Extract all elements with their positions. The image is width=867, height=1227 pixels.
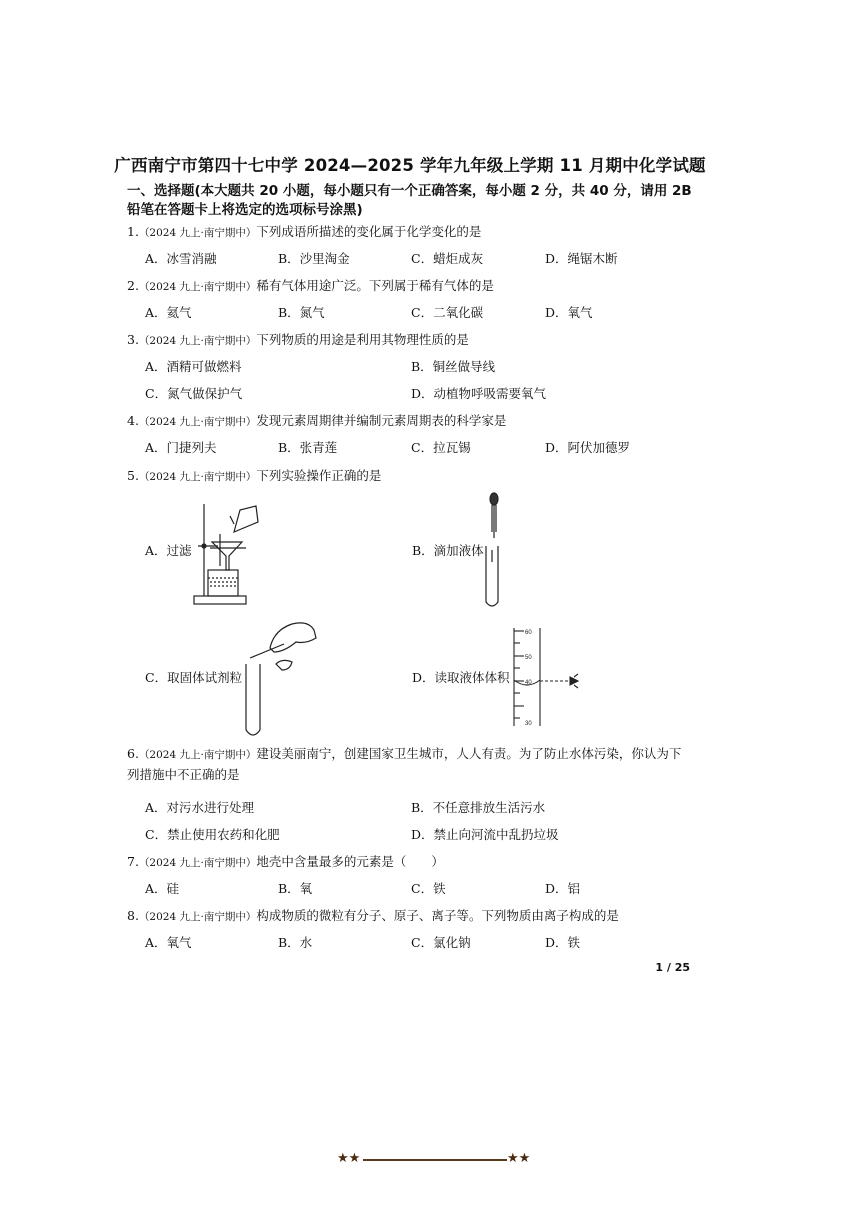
- question-source: （2024 九上·南宁期中）: [138, 857, 257, 869]
- question-number: 1.: [127, 224, 139, 239]
- question-text: 下列实验操作正确的是: [256, 468, 382, 483]
- question-source: （2024 九上·南宁期中）: [138, 749, 257, 761]
- option-d[interactable]: D．阿伏加德罗: [545, 440, 631, 455]
- question-source: （2024 九上·南宁期中）: [138, 227, 257, 239]
- question-number: 6.: [127, 746, 139, 761]
- option-b[interactable]: B．沙里淘金: [278, 251, 350, 266]
- option-c[interactable]: C．禁止使用农药和化肥: [145, 827, 280, 842]
- option-b[interactable]: B．水: [278, 935, 313, 950]
- question-source: （2024 九上·南宁期中）: [138, 416, 257, 428]
- question-6-options-row1: [145, 798, 685, 818]
- option-b[interactable]: B．氧: [278, 881, 313, 896]
- question-5: [127, 466, 692, 487]
- option-d[interactable]: D．读取液体体积: [412, 670, 510, 685]
- option-b[interactable]: B．铜丝做导线: [411, 359, 496, 374]
- option-b[interactable]: B．滴加液体: [412, 543, 484, 558]
- question-number: 8.: [127, 908, 139, 923]
- question-3-options-row1: [145, 357, 685, 377]
- tick-label: 30: [525, 721, 532, 727]
- question-8: [127, 906, 692, 927]
- option-d[interactable]: D．铝: [545, 881, 581, 896]
- option-d[interactable]: D．动植物呼吸需要氧气: [411, 386, 547, 401]
- option-c[interactable]: C．取固体试剂粒: [145, 670, 243, 685]
- dropper-test-tube-figure: [478, 492, 508, 610]
- option-c[interactable]: C．拉瓦锡: [411, 440, 471, 455]
- option-a[interactable]: A．门捷列夫: [145, 440, 217, 455]
- question-text: 地壳中含量最多的元素是（ ）: [256, 854, 444, 869]
- question-6-options-row2: [145, 825, 685, 845]
- question-text: 构成物质的微粒有分子、原子、离子等。下列物质由离子构成的是: [256, 908, 619, 923]
- page-number: 1 / 25: [655, 961, 690, 974]
- question-2-options: [145, 303, 685, 323]
- option-c[interactable]: C．氮气做保护气: [145, 386, 243, 401]
- question-7-options: [145, 879, 685, 899]
- question-number: 7.: [127, 854, 139, 869]
- page-title: 广西南宁市第四十七中学 2024—2025 学年九年级上学期 11 月期中化学试题: [114, 156, 706, 175]
- question-text: 发现元素周期律并编制元素周期表的科学家是: [256, 413, 507, 428]
- question-text: 建设美丽南宁，创建国家卫生城市，人人有责。为了防止水体污染，你认为下列措施中不正确的是: [127, 746, 682, 782]
- option-d[interactable]: D．绳锯木断: [545, 251, 618, 266]
- option-a[interactable]: A．硅: [145, 881, 180, 896]
- filtration-apparatus-figure: [190, 496, 270, 608]
- option-d[interactable]: D．铁: [545, 935, 581, 950]
- option-a[interactable]: A．氧气: [145, 935, 192, 950]
- question-number: 2.: [127, 278, 139, 293]
- question-7: [127, 852, 692, 873]
- option-a[interactable]: A．过滤: [145, 543, 192, 558]
- tick-label: 50: [525, 655, 532, 661]
- option-a[interactable]: A．酒精可做燃料: [145, 359, 242, 374]
- question-1: [127, 222, 692, 243]
- option-b[interactable]: B．氮气: [278, 305, 325, 320]
- question-3: [127, 330, 692, 351]
- option-c[interactable]: C．氯化钠: [411, 935, 471, 950]
- star-icon: ★★: [507, 1151, 531, 1166]
- tick-label: 40: [525, 680, 532, 686]
- question-text: 下列物质的用途是利用其物理性质的是: [256, 332, 469, 347]
- option-c[interactable]: C．二氧化碳: [411, 305, 484, 320]
- solid-reagent-test-tube-figure: [236, 618, 322, 738]
- option-d[interactable]: D．氧气: [545, 305, 593, 320]
- graduated-cylinder-figure: [508, 626, 588, 728]
- question-4-options: [145, 438, 685, 458]
- question-6: [127, 744, 692, 785]
- question-3-options-row2: [145, 384, 685, 404]
- question-8-options: [145, 933, 685, 953]
- question-text: 下列成语所描述的变化属于化学变化的是: [256, 224, 482, 239]
- question-source: （2024 九上·南宁期中）: [138, 471, 257, 483]
- question-4: [127, 411, 692, 432]
- option-a[interactable]: A．氦气: [145, 305, 192, 320]
- question-text: 稀有气体用途广泛。下列属于稀有气体的是: [256, 278, 494, 293]
- question-number: 3.: [127, 332, 139, 347]
- question-source: （2024 九上·南宁期中）: [138, 911, 257, 923]
- option-a[interactable]: A．冰雪消融: [145, 251, 217, 266]
- footer-ornament: [335, 1150, 535, 1170]
- question-source: （2024 九上·南宁期中）: [138, 335, 257, 347]
- tick-label: 60: [525, 630, 532, 636]
- option-a[interactable]: A．对污水进行处理: [145, 800, 255, 815]
- question-2: [127, 276, 692, 297]
- question-number: 5.: [127, 468, 139, 483]
- option-c[interactable]: C．铁: [411, 881, 446, 896]
- star-icon: ★★: [337, 1151, 361, 1166]
- option-d[interactable]: D．禁止向河流中乱扔垃圾: [411, 827, 559, 842]
- footer-divider: [363, 1159, 507, 1161]
- question-number: 4.: [127, 413, 139, 428]
- question-1-options: [145, 249, 685, 269]
- section-heading: 一、选择题(本大题共 20 小题，每小题只有一个正确答案，每小题 2 分，共 40 分，请用 2B 铅笔在答题卡上将选定的选项标号涂黑): [127, 183, 692, 218]
- question-source: （2024 九上·南宁期中）: [138, 281, 257, 293]
- option-b[interactable]: B．张青莲: [278, 440, 338, 455]
- option-c[interactable]: C．蜡炬成灰: [411, 251, 484, 266]
- option-b[interactable]: B．不任意排放生活污水: [411, 800, 546, 815]
